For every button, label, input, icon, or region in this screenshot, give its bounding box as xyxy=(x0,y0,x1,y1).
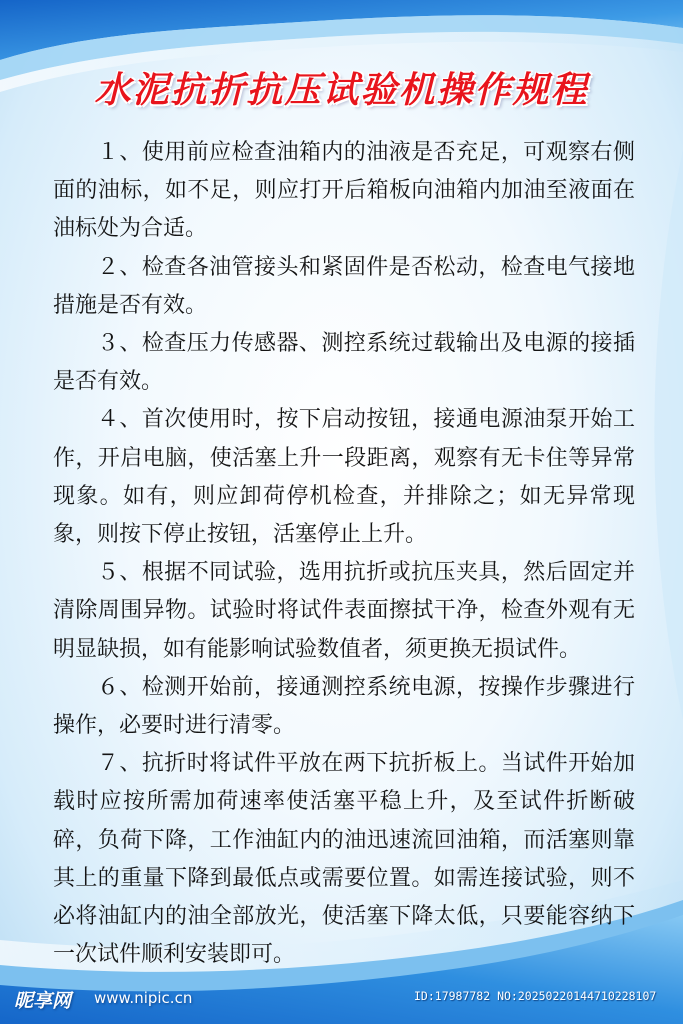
procedure-step-3: ３、检查压力传感器、测控系统过载输出及电源的接插是否有效。 xyxy=(53,331,635,395)
procedure-list xyxy=(53,134,635,974)
watermark-url: www.nipic.cn xyxy=(94,989,193,1007)
watermark-id: ID:17987782 NO:20250220144710228107 xyxy=(414,989,657,1003)
procedure-step-6: ６、检测开始前，接通测控系统电源，按操作步骤进行操作，必要时进行清零。 xyxy=(53,674,635,739)
procedure-step-4: ４、首次使用时，按下启动按钮，接通电源油泵开始工作，开启电脑，使活塞上升一段距离，观察有无卡住等异常现象。如有，则应卸荷停机检查，并排除之；如无异常现象，则按下停止按钮，活塞停止上升。 xyxy=(53,407,635,548)
procedure-step-1: １、使用前应检查油箱内的油液是否充足，可观察右侧面的油标，如不足，则应打开后箱板向油箱内加油至液面在油标处为合适。 xyxy=(53,140,635,242)
watermark-logo: 昵享网 xyxy=(14,990,72,1012)
right-swoosh xyxy=(654,150,683,720)
procedure-step-7: ７、抗折时将试件平放在两下抗折板上。当试件开始加载时应按所需加荷速率使活塞平稳上升，及至试件折断破碎，负荷下降，工作油缸内的油迅速流回油箱，而活塞则靠其上的重量下降到最低点或需要位置。如需连接试验，则不必将油缸内的油全部放光，使活塞下降太低，只要能容纳下一次试件顺利安装即可。 xyxy=(53,751,635,968)
procedure-step-2: ２、检查各油管接头和紧固件是否松动，检查电气接地措施是否有效。 xyxy=(53,254,635,318)
page-title: 水泥抗折抗压试验机操作规程 xyxy=(94,69,589,111)
procedure-step-5: ５、根据不同试验，选用抗折或抗压夹具，然后固定并清除周围异物。试验时将试件表面擦拭干净，检查外观有无明显缺损，如有能影响试验数值者，须更换无损试件。 xyxy=(53,560,635,662)
